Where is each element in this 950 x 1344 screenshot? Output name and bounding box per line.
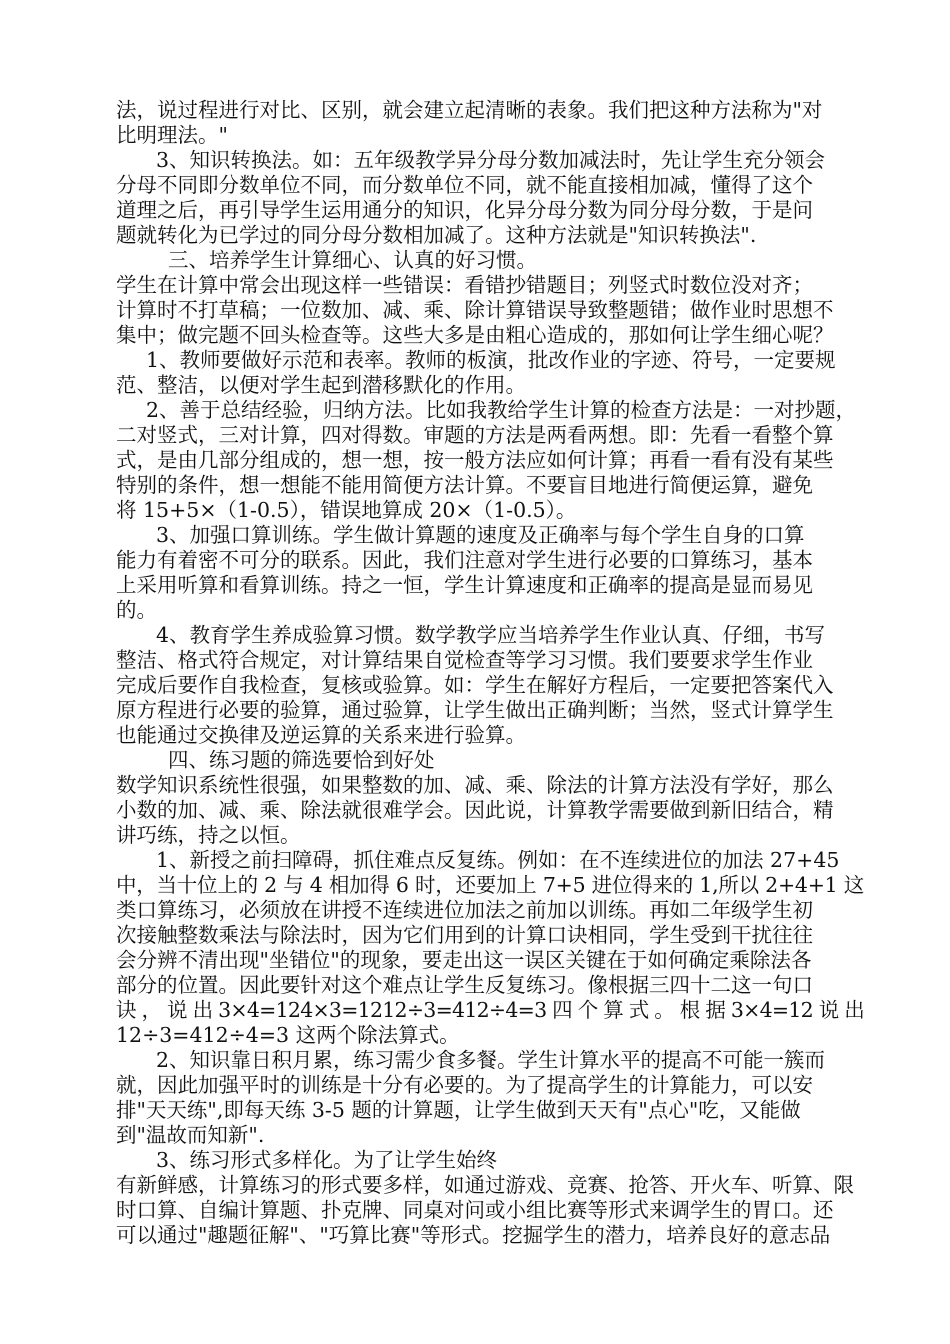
text-line: 3、练习形式多样化。为了让学生始终 xyxy=(156,1148,498,1172)
text-line: 中，当十位上的 2 与 4 相加得 6 时，还要加上 7+5 进位得来的 1,所以 2+4+1 这 xyxy=(116,873,864,897)
text-line: 4、教育学生养成验算习惯。数学教学应当培养学生作业认真、仔细，书写 xyxy=(156,623,826,647)
text-line: 1、新授之前扫障碍，抓住难点反复练。例如：在不连续进位的加法 27+45 xyxy=(156,848,840,872)
text-line: 部分的位置。因此要针对这个难点让学生反复练习。像根据三四十二这一句口 xyxy=(116,973,813,997)
text-line: 的。 xyxy=(116,598,157,622)
text-line: 诀 ， 说 出 3×4=124×3=1212÷3=412÷4=3 四 个 算 式 。 根 据 3×4=12 说 出 xyxy=(116,998,864,1022)
text-line: 排"天天练",即每天练 3-5 题的计算题，让学生做到天天有"点心"吃，又能做 xyxy=(116,1098,801,1122)
text-line: 可以通过"趣题征解"、"巧算比赛"等形式。挖掘学生的潜力，培养良好的意志品 xyxy=(116,1223,831,1247)
text-line: 集中；做完题不回头检查等。这些大多是由粗心造成的，那如何让学生细心呢？ xyxy=(116,323,834,347)
text-line: 有新鲜感，计算练习的形式要多样，如通过游戏、竞赛、抢答、开火车、听算、限 xyxy=(116,1173,854,1197)
text-line: 将 15+5×（1-0.5），错误地算成 20×（1-0.5）。 xyxy=(116,498,577,522)
section-heading: 三、培养学生计算细心、认真的好习惯。 xyxy=(168,248,537,272)
text-line: 分母不同即分数单位不同，而分数单位不同，就不能直接相加减，懂得了这个 xyxy=(116,173,813,197)
text-line: 数学知识系统性很强，如果整数的加、减、乘、除法的计算方法没有学好，那么 xyxy=(116,773,834,797)
section-heading: 四、练习题的筛选要恰到好处 xyxy=(168,748,435,772)
text-line: 讲巧练，持之以恒。 xyxy=(116,823,301,847)
text-line: 能力有着密不可分的联系。因此，我们注意对学生进行必要的口算练习，基本 xyxy=(116,548,813,572)
text-line: 法，说过程进行对比、区别，就会建立起清晰的表象。我们把这种方法称为"对 xyxy=(116,98,823,122)
text-line: 原方程进行必要的验算，通过验算，让学生做出正确判断；当然，竖式计算学生 xyxy=(116,698,834,722)
text-line: 3、知识转换法。如：五年级教学异分母分数加减法时，先让学生充分领会 xyxy=(156,148,826,172)
text-line: 学生在计算中常会出现这样一些错误：看错抄错题目；列竖式时数位没对齐； xyxy=(116,273,813,297)
text-line: 计算时不打草稿；一位数加、减、乘、除计算错误导致整题错；做作业时思想不 xyxy=(116,298,834,322)
text-line: 二对竖式，三对计算，四对得数。审题的方法是两看两想。即：先看一看整个算 xyxy=(116,423,834,447)
text-line: 12÷3=412÷4=3 这两个除法算式。 xyxy=(116,1023,460,1047)
text-line: 道理之后，再引导学生运用通分的知识，化异分母分数为同分母分数，于是问 xyxy=(116,198,813,222)
text-line: 类口算练习，必须放在讲授不连续进位加法之前加以训练。再如二年级学生初 xyxy=(116,898,813,922)
text-line: 特别的条件，想一想能不能用简便方法计算。不要盲目地进行简便运算，避免 xyxy=(116,473,813,497)
text-line: 会分辨不清出现"坐错位"的现象，要走出这一误区关键在于如何确定乘除法各 xyxy=(116,948,812,972)
text-line: 就，因此加强平时的训练是十分有必要的。为了提高学生的计算能力，可以安 xyxy=(116,1073,813,1097)
text-line: 范、整洁，以便对学生起到潜移默化的作用。 xyxy=(116,373,526,397)
text-line: 题就转化为已学过的同分母分数相加减了。这种方法就是"知识转换法". xyxy=(116,223,757,247)
text-line: 2、知识靠日积月累，练习需少食多餐。学生计算水平的提高不可能一簇而 xyxy=(156,1048,826,1072)
text-line: 式，是由几部分组成的，想一想，按一般方法应如何计算；再看一看有没有某些 xyxy=(116,448,834,472)
text-line: 整洁、格式符合规定，对计算结果自觉检查等学习习惯。我们要要求学生作业 xyxy=(116,648,813,672)
document-page xyxy=(116,98,864,1248)
text-line: 到"温故而知新". xyxy=(116,1123,265,1147)
text-line: 比明理法。" xyxy=(116,123,228,147)
text-line: 也能通过交换律及逆运算的关系来进行验算。 xyxy=(116,723,526,747)
text-line: 3、加强口算训练。学生做计算题的速度及正确率与每个学生自身的口算 xyxy=(156,523,805,547)
text-line: 小数的加、减、乘、除法就很难学会。因此说，计算教学需要做到新旧结合，精 xyxy=(116,798,834,822)
text-line: 完成后要作自我检查，复核或验算。如：学生在解好方程后，一定要把答案代入 xyxy=(116,673,834,697)
text-line: 2、善于总结经验，归纳方法。比如我教给学生计算的检查方法是：一对抄题， xyxy=(146,398,857,422)
text-line: 次接触整数乘法与除法时，因为它们用到的计算口诀相同，学生受到干扰往往 xyxy=(116,923,813,947)
text-line: 上采用听算和看算训练。持之一恒，学生计算速度和正确率的提高是显而易见 xyxy=(116,573,813,597)
text-line: 1、教师要做好示范和表率。教师的板演，批改作业的字迹、符号，一定要规 xyxy=(146,348,836,372)
text-line: 时口算、自编计算题、扑克牌、同桌对问或小组比赛等形式来调学生的胃口。还 xyxy=(116,1198,834,1222)
